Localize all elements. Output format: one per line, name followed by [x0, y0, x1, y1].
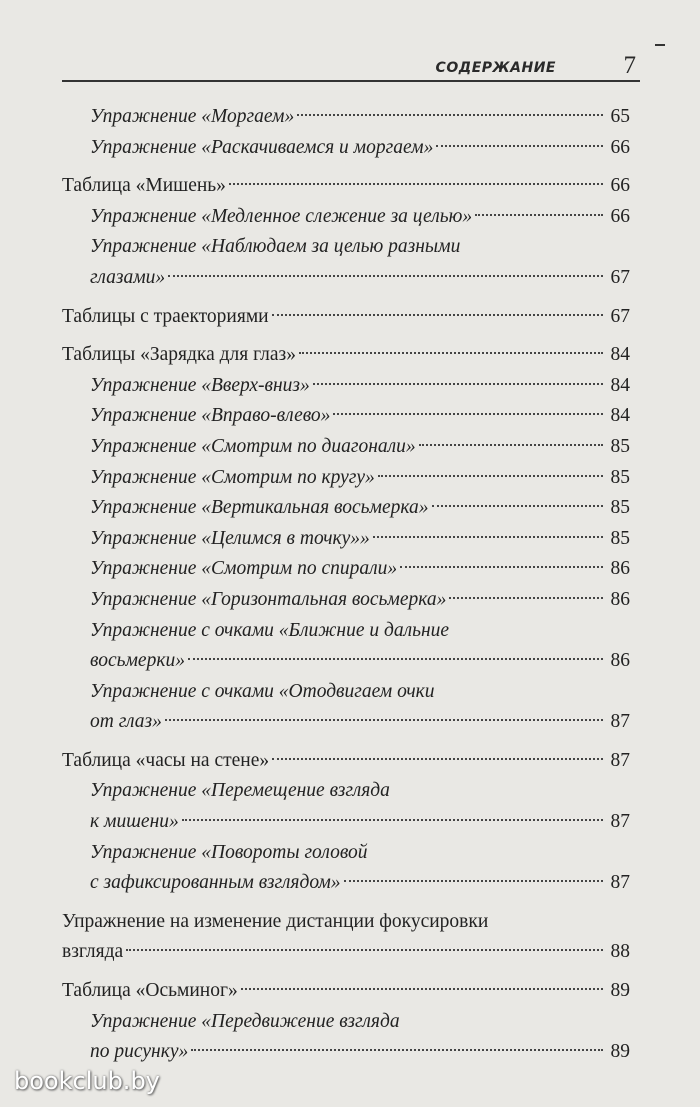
- toc-section-entry[interactable]: [62, 907, 630, 968]
- toc-page-number: 87: [610, 749, 630, 771]
- dot-leader: [419, 444, 603, 446]
- toc-exercise-entry[interactable]: [62, 371, 630, 402]
- toc-entry-title: Упражнение «Медленное слежение за целью»: [90, 205, 473, 227]
- toc-entry-title: Упражнение «Смотрим по кругу»: [90, 466, 375, 488]
- dot-leader: [191, 1049, 603, 1051]
- toc-exercise-entry[interactable]: [62, 463, 630, 494]
- toc-page-number: 84: [610, 374, 630, 396]
- dot-leader: [373, 536, 603, 538]
- toc-page-number: 86: [610, 650, 630, 672]
- toc-entry-title: Упражнение «Горизонтальная восьмерка»: [90, 588, 447, 610]
- toc-section-entry[interactable]: [62, 171, 630, 202]
- toc-exercise-entry[interactable]: [62, 677, 630, 738]
- toc-entry-title: Таблица «Осьминог»: [62, 980, 238, 1002]
- toc-page-number: 85: [610, 466, 630, 488]
- toc-section-entry[interactable]: [62, 302, 630, 333]
- toc-exercise-entry[interactable]: [62, 432, 630, 463]
- dot-leader: [182, 819, 603, 821]
- dot-leader: [378, 475, 603, 477]
- toc-entry-title: по рисунку»: [90, 1041, 189, 1063]
- dot-leader: [299, 352, 603, 354]
- toc-entry-title: глазами»: [90, 266, 166, 288]
- toc-entry-title-line: Упражнение с очками «Отодвигаем очки: [90, 680, 435, 702]
- dot-leader: [449, 597, 603, 599]
- toc-page-number: 66: [610, 175, 630, 197]
- dot-leader: [168, 275, 603, 277]
- header-rule: [62, 80, 640, 82]
- toc-exercise-entry[interactable]: [62, 133, 630, 164]
- toc-entry-title-line: Упражнение «Передвижение взгляда: [90, 1010, 400, 1032]
- toc-page-number: 85: [610, 527, 630, 549]
- toc-exercise-entry[interactable]: [62, 554, 630, 585]
- dot-leader: [241, 988, 603, 990]
- toc-exercise-entry[interactable]: [62, 616, 630, 677]
- toc-page-number: 65: [610, 106, 630, 127]
- dot-leader: [432, 505, 604, 507]
- toc-entry-title: Упражнение «Раскачиваемся и моргаем»: [90, 136, 434, 158]
- table-of-contents: [62, 102, 630, 1068]
- toc-entry-title: Упражнение «Моргаем»: [90, 106, 295, 127]
- toc-exercise-entry[interactable]: [62, 102, 630, 133]
- running-header: [62, 54, 640, 82]
- toc-exercise-entry[interactable]: [62, 232, 630, 293]
- toc-entry-title: от глаз»: [90, 711, 162, 733]
- toc-entry-title: Таблицы «Зарядка для глаз»: [62, 344, 296, 366]
- toc-entry-title: к мишени»: [90, 811, 179, 833]
- toc-exercise-entry[interactable]: [62, 585, 630, 616]
- toc-section-entry[interactable]: [62, 746, 630, 777]
- dot-leader: [297, 114, 603, 116]
- toc-page-number: 89: [610, 1041, 630, 1063]
- toc-page-number: 66: [610, 205, 630, 227]
- toc-page-number: 89: [610, 980, 630, 1002]
- dot-leader: [400, 566, 603, 568]
- dot-leader: [333, 413, 603, 415]
- toc-page-number: 86: [610, 558, 630, 580]
- toc-entry-title: восьмерки»: [90, 650, 185, 672]
- toc-entry-title: Упражнение «Вертикальная восьмерка»: [90, 497, 429, 519]
- toc-entry-title: Таблица «часы на стене»: [62, 749, 270, 771]
- toc-entry-title-line: Упражнение «Наблюдаем за целью разными: [90, 236, 461, 258]
- toc-page-number: 85: [610, 435, 630, 457]
- dot-leader: [165, 719, 603, 721]
- toc-exercise-entry[interactable]: [62, 524, 630, 555]
- toc-exercise-entry[interactable]: [62, 838, 630, 899]
- toc-entry-title: взгляда: [62, 941, 124, 963]
- toc-exercise-entry[interactable]: [62, 776, 630, 837]
- toc-page-number: 85: [610, 497, 630, 519]
- watermark: bookclub.by: [14, 1067, 160, 1095]
- toc-entry-title: Таблица «Мишень»: [62, 175, 226, 197]
- dot-leader: [436, 145, 603, 147]
- toc-page-number: 87: [610, 711, 630, 733]
- toc-page-number: 87: [610, 872, 630, 894]
- dot-leader: [272, 758, 603, 760]
- toc-entry-title: Упражнение «Вправо-влево»: [90, 405, 331, 427]
- dot-leader: [126, 949, 603, 951]
- toc-section-entry[interactable]: [62, 976, 630, 1007]
- toc-page-number: 66: [610, 136, 630, 158]
- toc-page-number: 84: [610, 405, 630, 427]
- toc-entry-title: Упражнение «Вверх-вниз»: [90, 374, 310, 396]
- toc-entry-title-line: Упражнение на изменение дистанции фокусировки: [62, 910, 489, 932]
- toc-page-number: 84: [610, 344, 630, 366]
- dot-leader: [272, 314, 603, 316]
- header-title: СОДЕРЖАНИЕ: [435, 60, 556, 76]
- dot-leader: [313, 383, 603, 385]
- toc-entry-title-line: Упражнение «Повороты головой: [90, 841, 368, 863]
- header-page-number: 7: [623, 52, 636, 79]
- toc-exercise-entry[interactable]: [62, 401, 630, 432]
- corner-mark: [655, 44, 665, 46]
- toc-page-number: 86: [610, 588, 630, 610]
- toc-entry-title-line: Упражнение с очками «Ближние и дальние: [90, 619, 450, 641]
- toc-entry-title-line: Упражнение «Перемещение взгляда: [90, 780, 390, 802]
- toc-section-entry[interactable]: [62, 340, 630, 371]
- toc-entry-title: Упражнение «Целимся в точку»»: [90, 527, 370, 549]
- toc-page-number: 87: [610, 811, 630, 833]
- toc-exercise-entry[interactable]: [62, 1007, 630, 1068]
- toc-page-number: 88: [610, 941, 630, 963]
- toc-entry-title: с зафиксированным взглядом»: [90, 872, 341, 894]
- dot-leader: [229, 183, 603, 185]
- dot-leader: [344, 880, 603, 882]
- toc-entry-title: Таблицы с траекториями: [62, 305, 269, 327]
- dot-leader: [475, 214, 603, 216]
- dot-leader: [188, 658, 603, 660]
- toc-page-number: 67: [610, 305, 630, 327]
- toc-entry-title: Упражнение «Смотрим по спирали»: [90, 558, 398, 580]
- toc-exercise-entry[interactable]: [62, 493, 630, 524]
- toc-exercise-entry[interactable]: [62, 202, 630, 233]
- toc-entry-title: Упражнение «Смотрим по диагонали»: [90, 435, 416, 457]
- toc-page-number: 67: [610, 266, 630, 288]
